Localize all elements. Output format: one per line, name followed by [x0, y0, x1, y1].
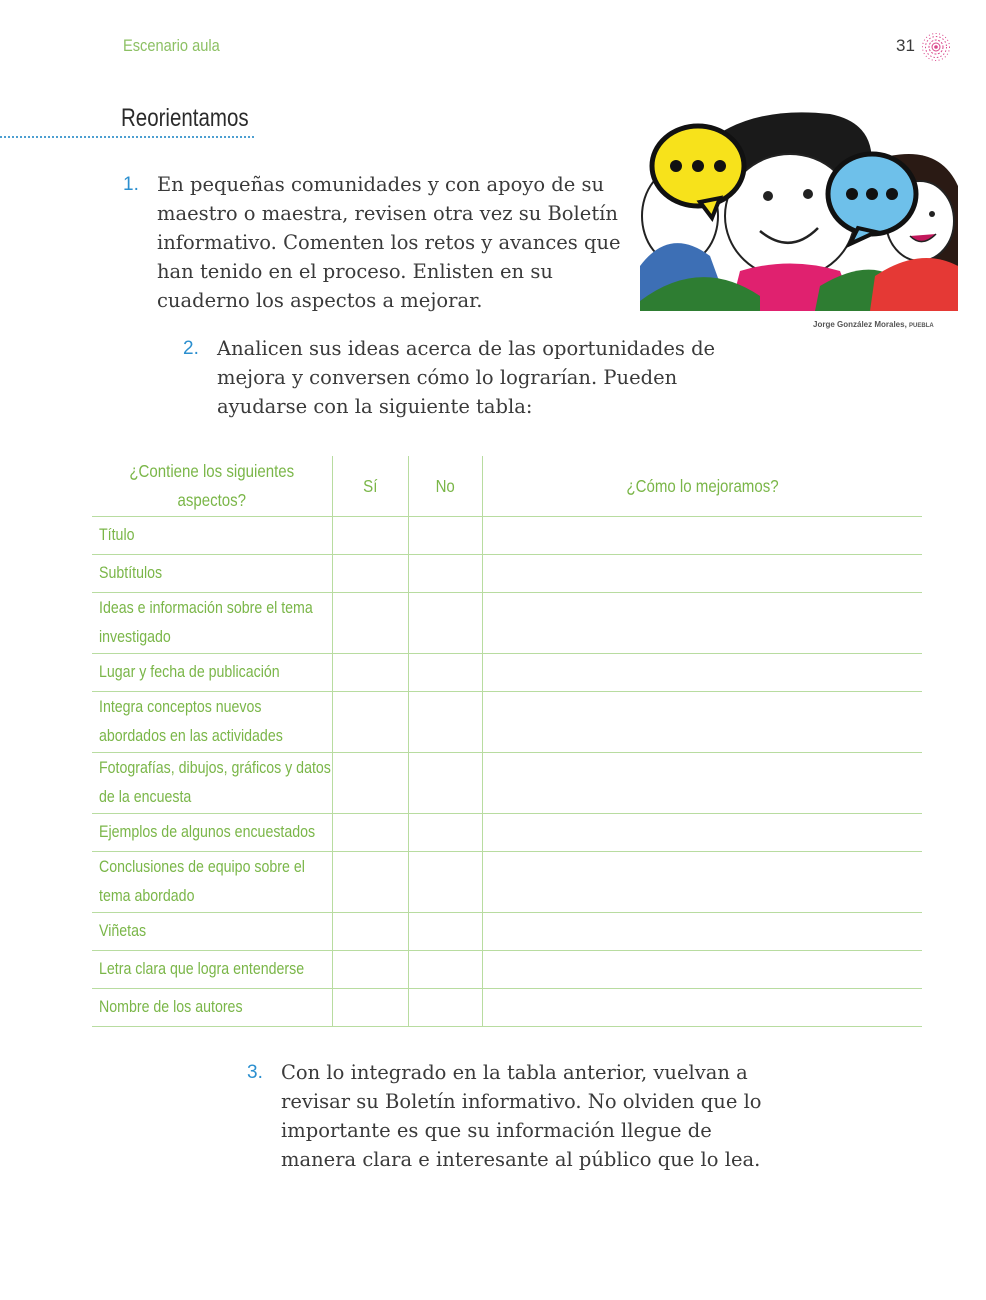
page-number: 31 [896, 36, 915, 55]
step-2-number: 2. [183, 338, 199, 359]
sun-emblem-icon [921, 32, 951, 62]
no-cell[interactable] [408, 753, 482, 814]
table-header-row [92, 456, 922, 517]
aspect-cell [92, 989, 332, 1027]
aspect-label: Título [99, 526, 135, 544]
improvement-cell[interactable] [482, 654, 922, 692]
table-row [92, 852, 922, 913]
aspect-label: Viñetas [99, 922, 147, 940]
aspect-cell [92, 913, 332, 951]
aspect-cell [92, 593, 332, 654]
step-3-number: 3. [247, 1062, 263, 1083]
improvement-cell[interactable] [482, 913, 922, 951]
header-yes: Sí [332, 456, 408, 517]
aspect-label: Nombre de los autores [99, 998, 243, 1016]
table-row [92, 555, 922, 593]
aspect-label: Lugar y fecha de publicación [99, 663, 280, 681]
table-row [92, 654, 922, 692]
improvement-cell[interactable] [482, 517, 922, 555]
credit-name: Jorge González Morales, [813, 320, 907, 329]
yes-cell[interactable] [332, 654, 408, 692]
yes-cell[interactable] [332, 692, 408, 753]
no-cell[interactable] [408, 951, 482, 989]
aspect-label: Letra clara que logra entenderse [99, 960, 305, 978]
no-cell[interactable] [408, 852, 482, 913]
children-talking-illustration [640, 106, 958, 311]
title-divider [0, 136, 254, 138]
improvement-cell[interactable] [482, 814, 922, 852]
aspect-label: Conclusiones de equipo sobre el tema abordado [99, 858, 305, 905]
step-1 [157, 170, 627, 315]
table-row [92, 517, 922, 555]
illustration-credit [813, 320, 934, 329]
improvement-cell[interactable] [482, 593, 922, 654]
yes-cell[interactable] [332, 814, 408, 852]
aspect-label: Ejemplos de algunos encuestados [99, 823, 316, 841]
aspect-cell [92, 852, 332, 913]
yes-cell[interactable] [332, 517, 408, 555]
step-1-text: En pequeñas comunidades y con apoyo de su maestro o maestra, revisen otra vez su Boletín informativo. Comenten los retos y avances que han tenido en el proceso. Enlisten en su cuaderno los aspectos a mejorar. [157, 173, 621, 312]
no-cell[interactable] [408, 517, 482, 555]
no-cell[interactable] [408, 654, 482, 692]
improvement-cell[interactable] [482, 692, 922, 753]
step-3 [281, 1058, 781, 1174]
yes-cell[interactable] [332, 989, 408, 1027]
aspect-cell [92, 692, 332, 753]
aspect-cell [92, 814, 332, 852]
improvement-cell[interactable] [482, 989, 922, 1027]
table-row [92, 951, 922, 989]
aspect-label: Subtítulos [99, 564, 163, 582]
table-row [92, 593, 922, 654]
step-2-text: Analicen sus ideas acerca de las oportunidades de mejora y conversen cómo lo lograrían. Pueden ayudarse con la siguiente tabla: [217, 337, 716, 418]
section-name: Escenario aula [123, 36, 220, 55]
table-row [92, 753, 922, 814]
section-title: Reorientamos [121, 104, 249, 132]
step-1-number: 1. [123, 174, 139, 195]
table-row [92, 913, 922, 951]
no-cell[interactable] [408, 814, 482, 852]
aspect-cell [92, 517, 332, 555]
header-how-to-improve: ¿Cómo lo mejoramos? [482, 456, 922, 517]
improvement-cell[interactable] [482, 555, 922, 593]
step-3-text: Con lo integrado en la tabla anterior, vuelvan a revisar su Boletín informativo. No olviden que lo importante es que su información llegue de manera clara e interesante al público que lo lea. [281, 1061, 762, 1171]
yes-cell[interactable] [332, 951, 408, 989]
improvement-checklist-table [92, 456, 922, 1027]
yes-cell[interactable] [332, 913, 408, 951]
header-aspects: ¿Contiene los siguientes aspectos? [92, 456, 332, 517]
improvement-cell[interactable] [482, 753, 922, 814]
yes-cell[interactable] [332, 852, 408, 913]
table-row [92, 692, 922, 753]
table-row [92, 989, 922, 1027]
credit-place: PUEBLA [909, 323, 934, 329]
yes-cell[interactable] [332, 555, 408, 593]
aspect-cell [92, 951, 332, 989]
improvement-cell[interactable] [482, 951, 922, 989]
no-cell[interactable] [408, 692, 482, 753]
no-cell[interactable] [408, 989, 482, 1027]
table-row [92, 814, 922, 852]
no-cell[interactable] [408, 913, 482, 951]
aspect-label: Ideas e información sobre el tema investigado [99, 599, 313, 646]
aspect-cell [92, 654, 332, 692]
aspect-label: Fotografías, dibujos, gráficos y datos de la encuesta [99, 759, 331, 806]
improvement-cell[interactable] [482, 852, 922, 913]
aspect-cell [92, 555, 332, 593]
no-cell[interactable] [408, 555, 482, 593]
aspect-cell [92, 753, 332, 814]
yes-cell[interactable] [332, 593, 408, 654]
step-2 [217, 334, 717, 421]
header-no: No [408, 456, 482, 517]
aspect-label: Integra conceptos nuevos abordados en las actividades [99, 698, 283, 745]
yes-cell[interactable] [332, 753, 408, 814]
no-cell[interactable] [408, 593, 482, 654]
